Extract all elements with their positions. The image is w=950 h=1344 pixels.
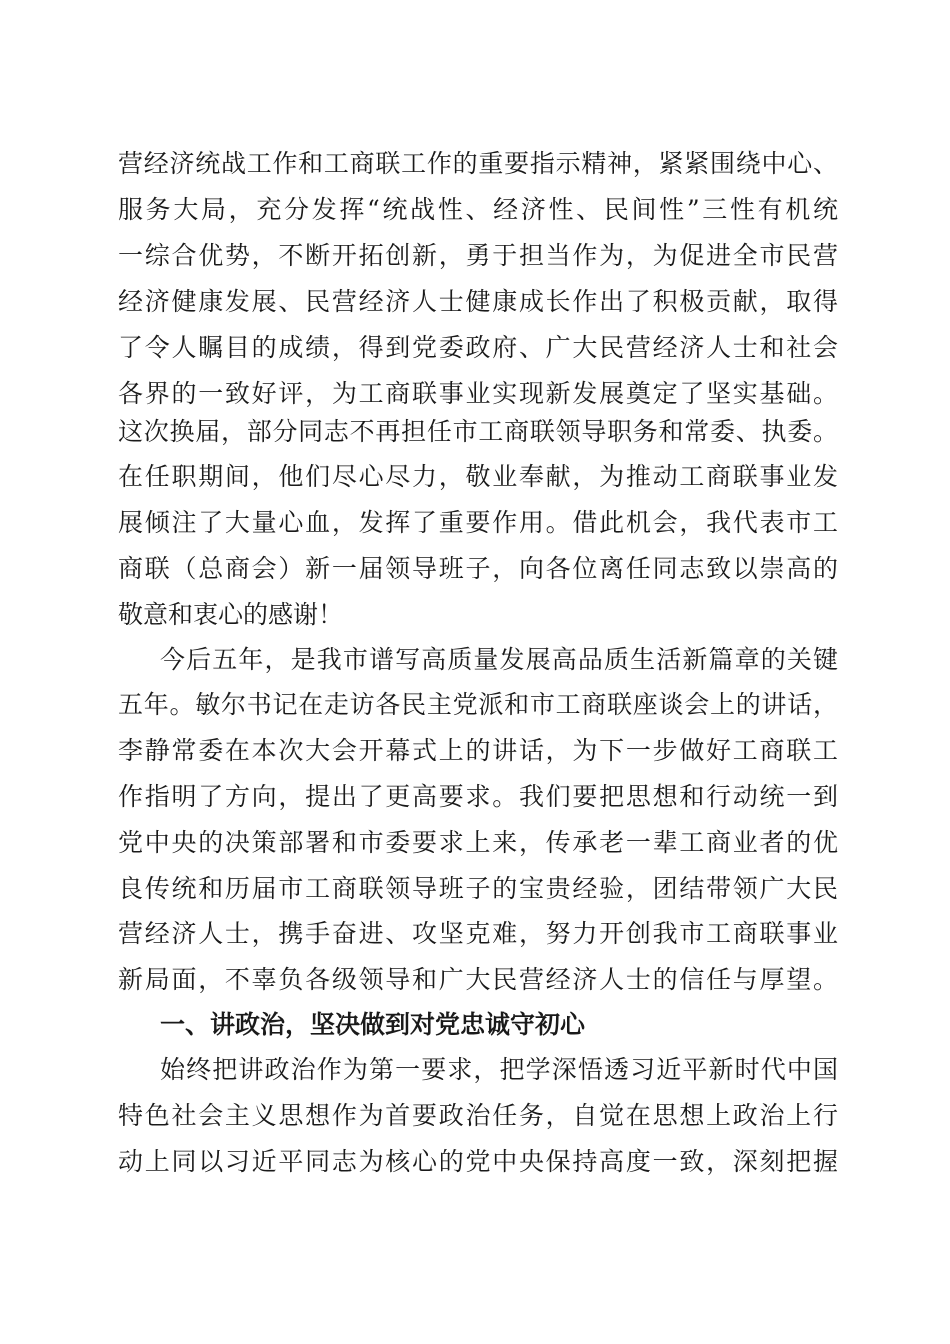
paragraph-3-line-3: 动上同以习近平同志为核心的党中央保持高度一致，深刻把握 [118,1147,838,1176]
paragraph-2-line-5: 党中央的决策部署和市委要求上来，传承老一辈工商业者的优 [118,828,838,857]
paragraph-2-line-6: 良传统和历届市工商联领导班子的宝贵经验，团结带领广大民 [118,874,838,903]
paragraph-2-line-8: 新局面，不辜负各级领导和广大民营经济人士的信任与厚望。 [118,965,838,994]
paragraph-2-line-1: 今后五年，是我市谱写高质量发展高品质生活新篇章的关键 [160,645,838,674]
paragraph-1-line-5: 了令人瞩目的成绩，得到党委政府、广大民营经济人士和社会 [118,333,838,362]
paragraph-2-line-2: 五年。敏尔书记在走访各民主党派和市工商联座谈会上的讲话， [118,690,838,719]
paragraph-1-line-7: 这次换届，部分同志不再担任市工商联领导职务和常委、执委。 [118,417,838,446]
paragraph-2-line-3: 李静常委在本次大会开幕式上的讲话，为下一步做好工商联工 [118,736,838,765]
paragraph-1-line-9: 展倾注了大量心血，发挥了重要作用。借此机会，我代表市工 [118,508,838,537]
paragraph-1-line-10: 商联（总商会）新一届领导班子，向各位离任同志致以崇高的 [118,554,838,583]
paragraph-3-line-1: 始终把讲政治作为第一要求，把学深悟透习近平新时代中国 [160,1055,838,1084]
paragraph-1-line-1: 营经济统战工作和工商联工作的重要指示精神，紧紧围绕中心、 [118,149,838,178]
paragraph-2-line-4: 作指明了方向，提出了更高要求。我们要把思想和行动统一到 [118,782,838,811]
paragraph-1-line-8: 在任职期间，他们尽心尽力，敬业奉献，为推动工商联事业发 [118,462,838,491]
paragraph-1-line-4: 经济健康发展、民营经济人士健康成长作出了积极贡献，取得 [118,287,838,316]
paragraph-1-line-6: 各界的一致好评，为工商联事业实现新发展奠定了坚实基础。 [118,379,838,408]
section-heading-1: 一、讲政治，坚决做到对党忠诚守初心 [160,1010,586,1039]
paragraph-1-line-2: 服务大局，充分发挥“统战性、经济性、民间性”三性有机统 [118,195,838,224]
paragraph-1-line-11: 敬意和衷心的感谢！ [118,600,344,629]
paragraph-2-line-7: 营经济人士，携手奋进、攻坚克难，努力开创我市工商联事业 [118,919,838,948]
paragraph-1-line-3: 一综合优势，不断开拓创新，勇于担当作为，为促进全市民营 [118,241,838,270]
paragraph-3-line-2: 特色社会主义思想作为首要政治任务，自觉在思想上政治上行 [118,1101,838,1130]
